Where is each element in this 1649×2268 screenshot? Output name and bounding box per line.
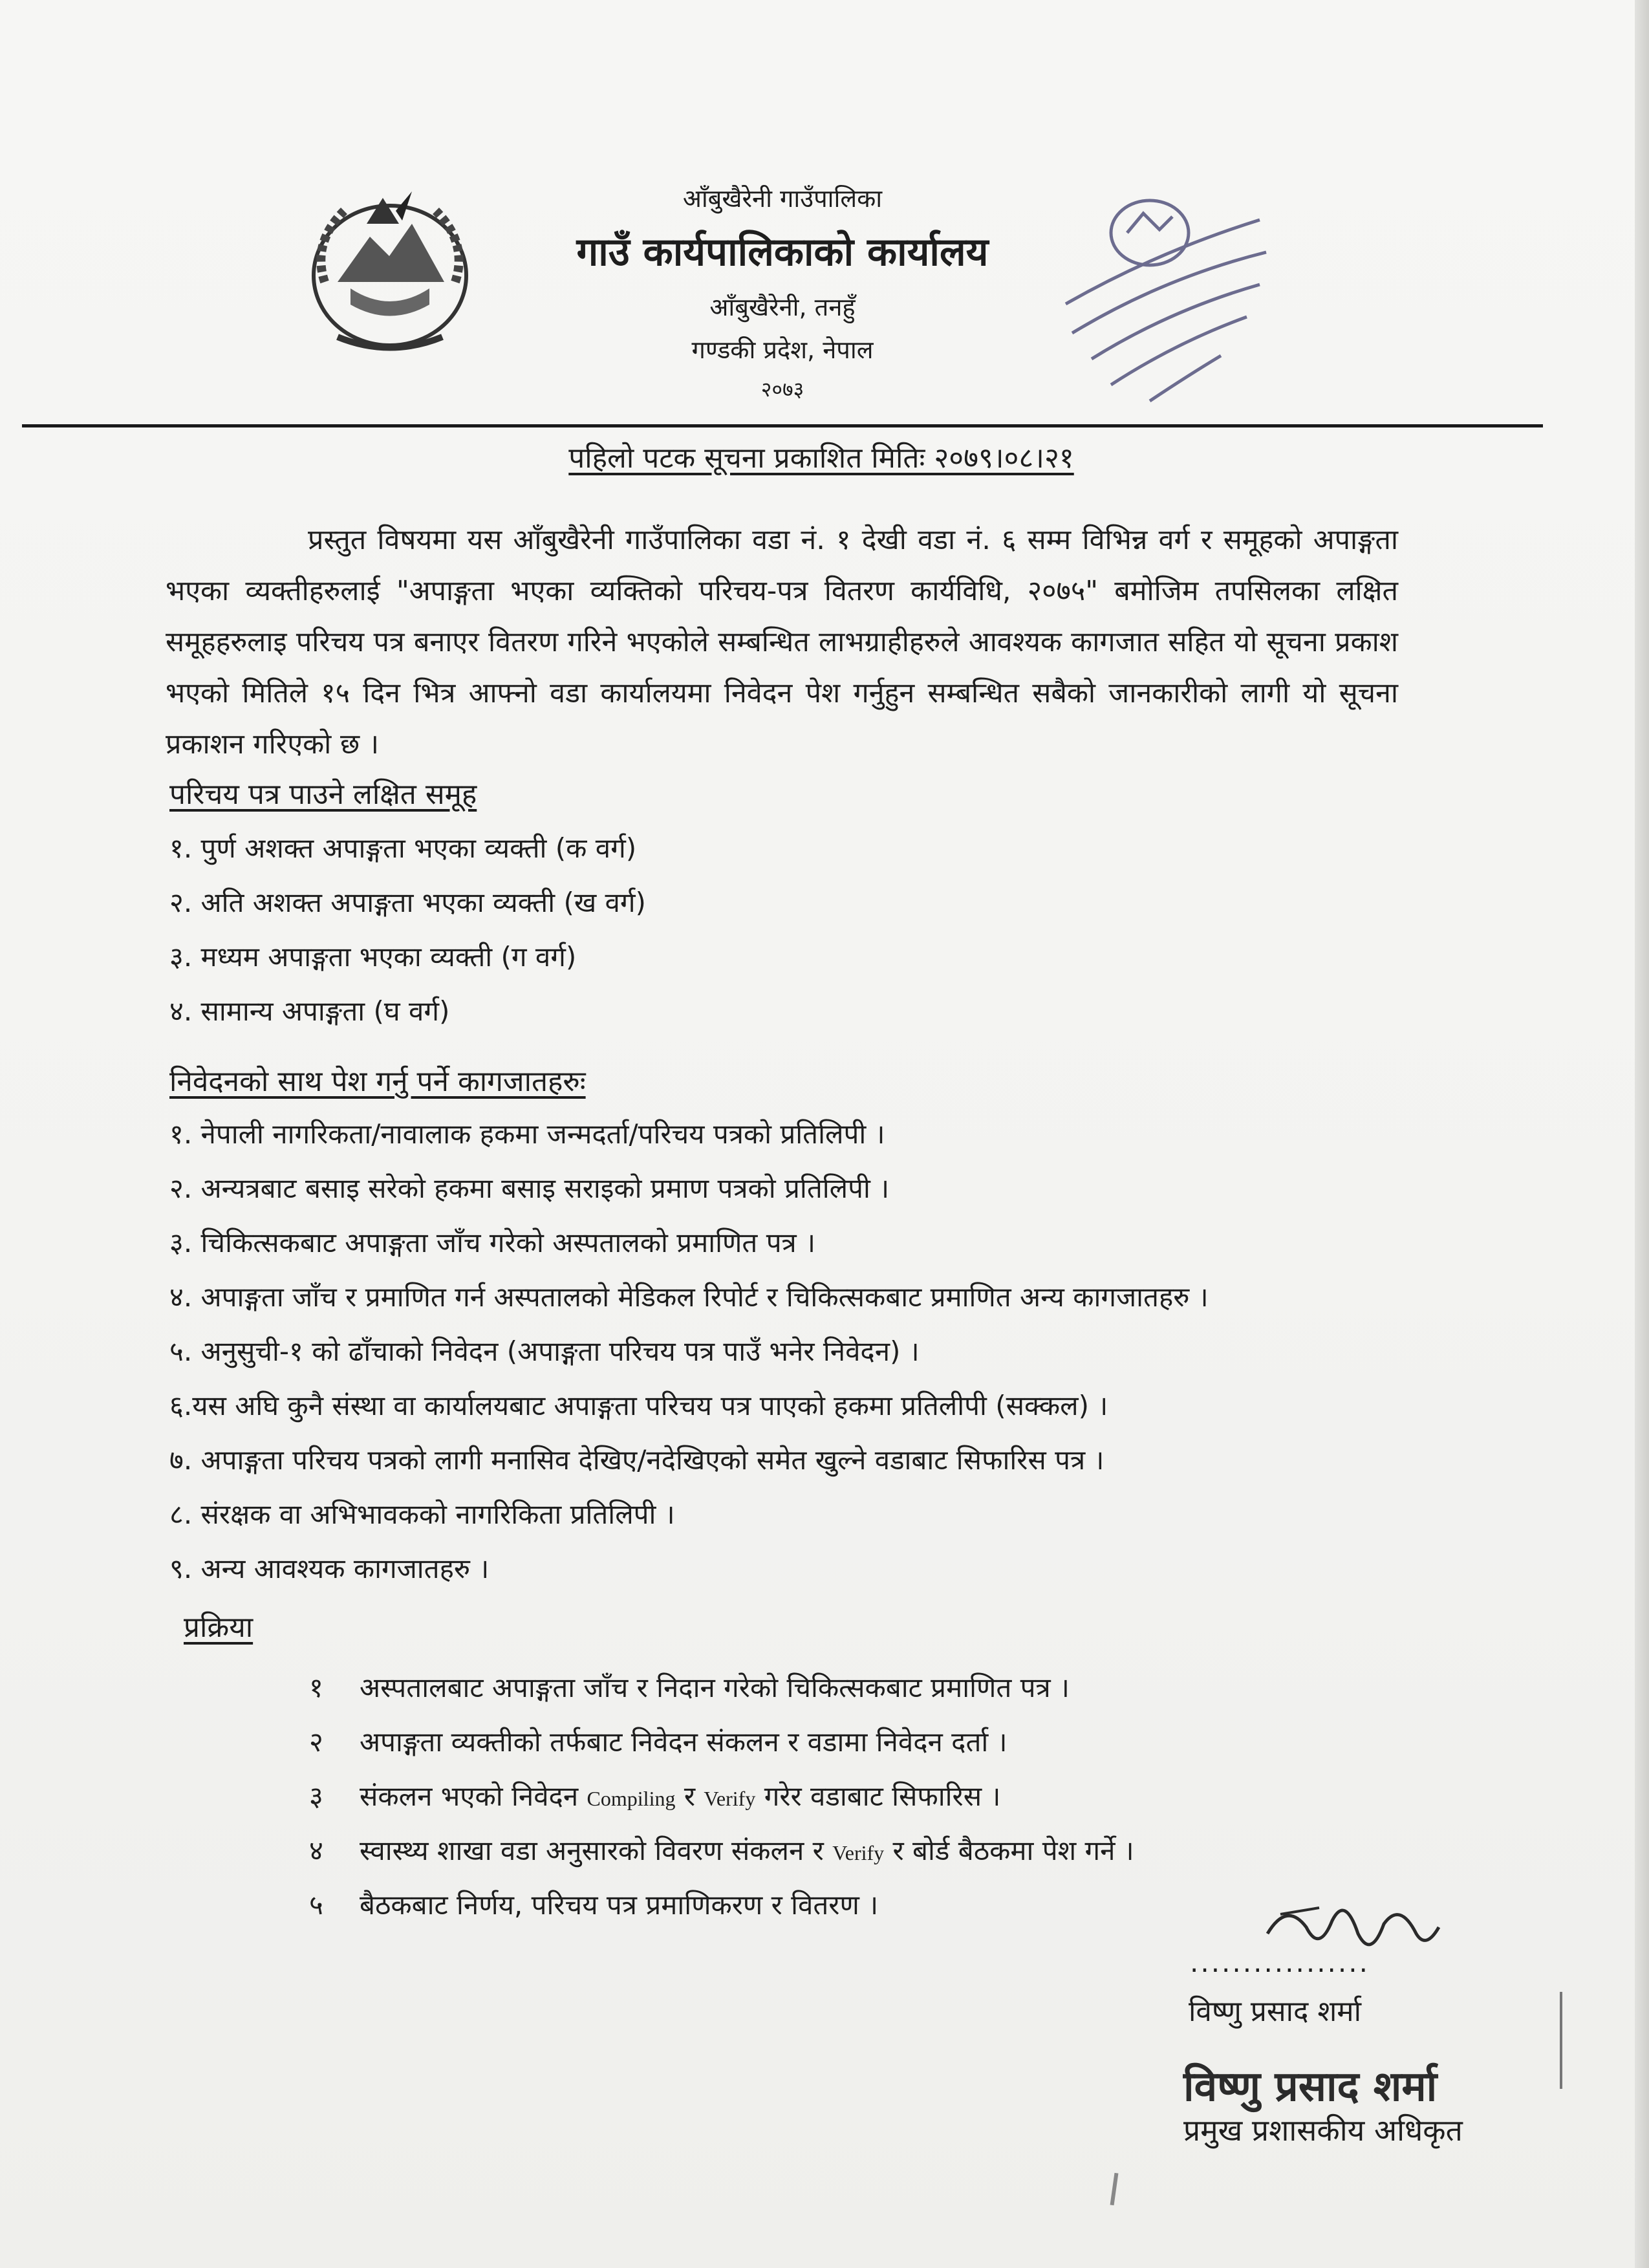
address-line-1: आँबुखैरेनी, तनहुँ <box>709 293 856 321</box>
municipality-name: आँबुखैरेनी गाउँपालिका <box>682 184 883 213</box>
list-item: २. अति अशक्त अपाङ्गता भएका व्यक्ती (ख वर्ग) <box>169 887 646 918</box>
list-item: ४. अपाङ्गता जाँच र प्रमाणित गर्न अस्पतालको मेडिकल रिपोर्ट र चिकित्सकबाट प्रमाणित अन्य कागजातहरु । <box>169 1281 1209 1313</box>
process-step-text: अस्पतालबाट अपाङ्गता जाँच र निदान गरेको चिकित्सकबाट प्रमाणित पत्र । <box>360 1672 1070 1703</box>
process-step-text <box>360 1831 1134 1868</box>
office-seal-stamp-icon <box>1053 181 1273 407</box>
process-heading: प्रक्रिया <box>184 1611 253 1644</box>
intro-paragraph-text: प्रस्तुत विषयमा यस आँबुखैरेनी गाउँपालिका वडा नं. १ देखी वडा नं. ६ सम्म विभिन्न वर्ग र समूहको अपाङ्गता भएका व्यक्तीहरुलाई "अपाङ्गता भएका व्यक्तिको परिचय-पत्र वितरण कार्यविधि, २०७५" बमोजिम तपसिलका लक्षित समूहहरुलाइ परिचय पत्र बनाएर वितरण गरिने भएकोले सम्बन्धित लाभग्राहीहरुले आवश्यक कागजात सहित यो सूचना प्रकाश भएको मितिले १५ दिन भित्र आफ्नो वडा कार्यालयमा निवेदन पेश गर्नुहुन सम्बन्धित सबैको जानकारीको लागी यो सूचना प्रकाशन गरिएको छ । <box>166 524 1398 761</box>
list-item: ६.यस अघि कुनै संस्था वा कार्यालयबाट अपाङ्गता परिचय पत्र पाएको हकमा प्रतिलीपी (सक्कल) । <box>169 1390 1108 1421</box>
list-item: ५. अनुसुची-१ को ढाँचाको निवेदन (अपाङ्गता परिचय पत्र पाउँ भनेर निवेदन) । <box>169 1335 920 1367</box>
list-item: ९. अन्य आवश्यक कागजातहरु । <box>169 1553 490 1584</box>
signatory-name: विष्णु प्रसाद शर्मा <box>1189 1995 1361 2028</box>
list-item: ४. सामान्य अपाङ्गता (घ वर्ग) <box>169 995 450 1027</box>
header-divider <box>22 424 1543 427</box>
process-step-number: ५ <box>309 1889 323 1921</box>
publication-date: पहिलो पटक सूचना प्रकाशित मितिः २०७९।०८।२१ <box>568 442 1074 475</box>
nepal-government-emblem-icon <box>299 185 481 361</box>
process-step-latin-term: Verify <box>704 1787 756 1810</box>
page-edge <box>1635 0 1649 2268</box>
office-title: गाउँ कार्यपालिकाको कार्यालय <box>576 230 989 275</box>
process-step-latin-term: Compiling <box>587 1787 676 1810</box>
intro-paragraph <box>166 515 1398 770</box>
process-step-number: २ <box>309 1726 323 1758</box>
signatory-title: प्रमुख प्रशासकीय अधिकृत <box>1183 2113 1463 2148</box>
process-step-latin-term: Verify <box>832 1841 885 1864</box>
address-line-2: गण्डकी प्रदेश, नेपाल <box>691 336 874 364</box>
target-groups-heading: परिचय पत्र पाउने लक्षित समूह <box>169 778 477 811</box>
process-step-text-part: स्वास्थ्य शाखा वडा अनुसारको विवरण संकलन र <box>360 1835 824 1866</box>
list-item: २. अन्यत्रबाट बसाइ सरेको हकमा बसाइ सराइको प्रमाण पत्रको प्रतिलिपी । <box>169 1172 890 1204</box>
list-item: ७. अपाङ्गता परिचय पत्रको लागी मनासिव देखिए/नदेखिएको समेत खुल्ने वडाबाट सिफारिस पत्र । <box>169 1444 1105 1476</box>
process-step-number: १ <box>309 1672 323 1703</box>
process-step-text: अपाङ्गता व्यक्तीको तर्फबाट निवेदन संकलन र वडामा निवेदन दर्ता । <box>360 1726 1008 1758</box>
process-step-text <box>360 1777 1000 1814</box>
process-step-number: ३ <box>309 1780 323 1812</box>
documents-heading: निवेदनको साथ पेश गर्नु पर्ने कागजातहरुः <box>169 1065 586 1098</box>
list-item: ३. चिकित्सकबाट अपाङ्गता जाँच गरेको अस्पतालको प्रमाणित पत्र । <box>169 1227 816 1258</box>
process-step-text-part: र <box>684 1780 695 1812</box>
process-step-number: ४ <box>309 1835 323 1866</box>
list-item: ८. संरक्षक वा अभिभावकको नागरिकिता प्रतिलिपी । <box>169 1498 675 1530</box>
process-step-text-part: संकलन भएको निवेदन <box>360 1780 579 1812</box>
established-year: २०७३ <box>760 377 804 402</box>
list-item: ३. मध्यम अपाङ्गता भएका व्यक्ती (ग वर्ग) <box>169 941 577 973</box>
signature-line: ................. <box>1190 1947 1370 1978</box>
signatory-name-stamp: विष्णु प्रसाद शर्मा <box>1183 2063 1438 2111</box>
process-step-text-part: र बोर्ड बैठकमा पेश गर्ने । <box>892 1835 1134 1866</box>
scan-mark <box>1560 1992 1562 2089</box>
process-step-text-part: गरेर वडाबाट सिफारिस । <box>764 1780 1001 1812</box>
list-item: १. पुर्ण अशक्त अपाङ्गता भएका व्यक्ती (क वर्ग) <box>169 832 637 864</box>
process-step-text: बैठकबाट निर्णय, परिचय पत्र प्रमाणिकरण र वितरण । <box>360 1889 879 1921</box>
scan-mark <box>1110 2173 1119 2205</box>
list-item: १. नेपाली नागरिकता/नावालाक हकमा जन्मदर्ता/परिचय पत्रको प्रतिलिपी । <box>169 1118 885 1150</box>
